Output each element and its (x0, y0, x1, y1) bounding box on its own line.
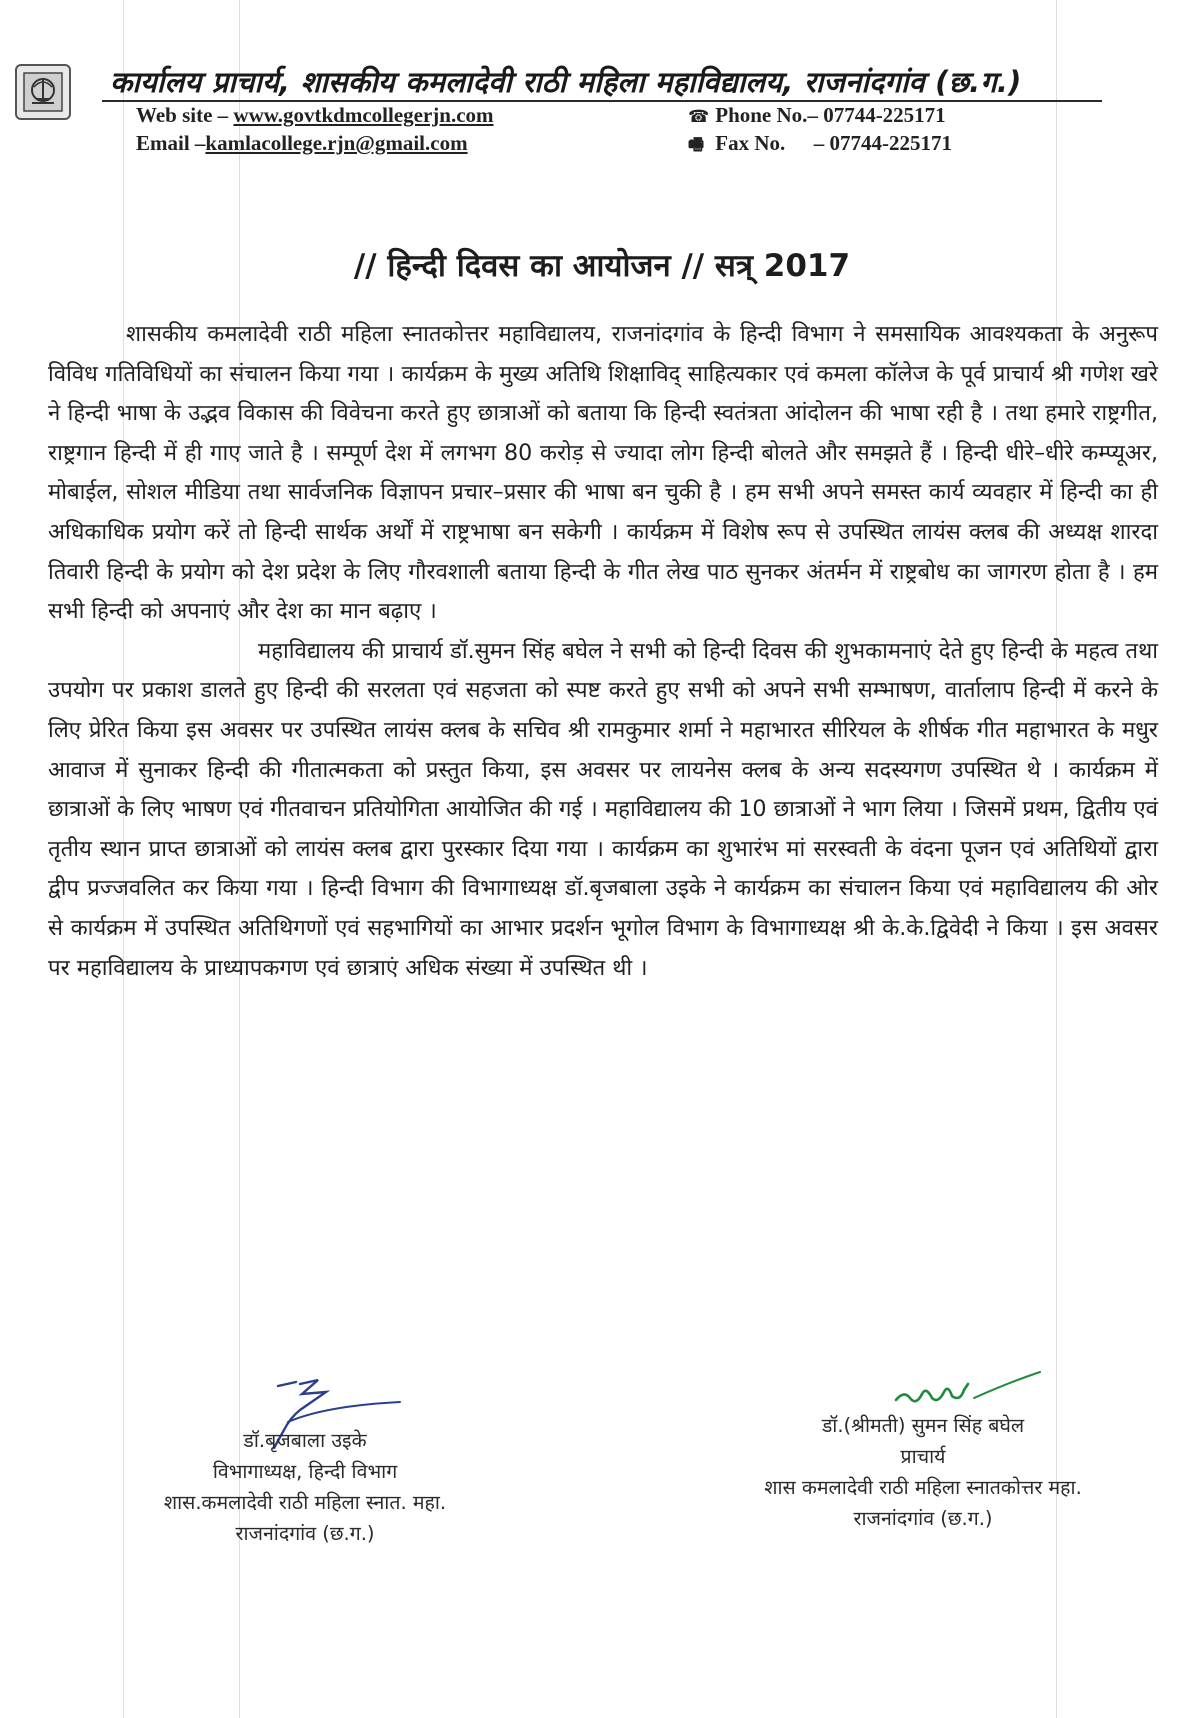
principal-designation: प्राचार्य (900, 1445, 946, 1468)
telephone-icon: ☎ (688, 107, 710, 127)
hod-signature-block (95, 1425, 515, 1549)
phone-number: 07744-225171 (823, 103, 946, 127)
principal-place: राजनांदगांव (छ.ग.) (853, 1507, 993, 1530)
phone-line (688, 103, 946, 128)
hod-name: डॉ.बृजबाला उइके (243, 1429, 367, 1452)
website-label: Web site – (136, 103, 234, 127)
report-body (48, 315, 1158, 988)
hod-place: राजनांदगांव (छ.ग.) (235, 1522, 375, 1545)
fax-icon: 🖷 (688, 135, 705, 155)
report-headline: // हिन्दी दिवस का आयोजन // सत्र् 2017 (353, 248, 851, 284)
principal-name: डॉ.(श्रीमती) सुमन सिंह बघेल (821, 1414, 1025, 1437)
fax-label: Fax No. (715, 131, 786, 155)
hod-institution: शास.कमलादेवी राठी महिला स्नात. महा. (163, 1491, 447, 1514)
email-label: Email – (136, 131, 206, 155)
letterhead-title: कार्यालय प्राचार्य, शासकीय कमलादेवी राठी महिला महाविद्यालय, राजनांदगांव (छ.ग.) (110, 65, 1022, 99)
college-emblem-logo (15, 64, 71, 120)
phone-label: Phone No.– (715, 103, 818, 127)
letterhead-rule (102, 100, 1102, 102)
principal-signature-block (688, 1410, 1158, 1534)
principal-handwritten-signature (890, 1366, 1050, 1416)
body-paragraph-1: शासकीय कमलादेवी राठी महिला स्नातकोत्तर महाविद्यालय, राजनांदगांव के हिन्दी विभाग ने समसायिक आवश्यकता के अनुरूप विविध गतिविधियों का संचालन किया गया । कार्यक्रम के मुख्य अतिथि शिक्षाविद् साहित्यकार एवं कमला कॉलेज के पूर्व प्राचार्य श्री गणेश खरे ने हिन्दी भाषा के उद्भव विकास की विवेचना करते हुए छात्राओं को बताया कि हिन्दी स्वतंत्रता आंदोलन की भाषा रही है । तथा हमारे राष्ट्रगीत, राष्ट्रगान हिन्दी में ही गाए जाते है । सम्पूर्ण देश में लगभग 80 करोड़ से ज्यादा लोग हिन्दी बोलते और समझते हैं । हिन्दी धीरे–धीरे कम्प्यूअर, मोबाईल, सोशल मीडिया तथा सार्वजनिक विज्ञापन प्रचार–प्रसार की भाषा बन चुकी है । हम सभी अपने समस्त कार्य व्यवहार में हिन्दी का ही अधिकाधिक प्रयोग करें तो हिन्दी सार्थक अर्थों में राष्ट्रभाषा बन सकेगी । कार्यक्रम में विशेष रूप से उपस्थित लायंस क्लब की अध्यक्ष शारदा तिवारी हिन्दी के प्रयोग को देश प्रदेश के लिए गौरवशाली बताया हिन्दी के गीत लेख पाठ सुनकर अंतर्मन में राष्ट्रबोध का जागरण होता है । हम सभी हिन्दी को अपनाएं और देश का मान बढ़ाए । (48, 321, 1158, 625)
hod-designation: विभागाध्यक्ष, हिन्दी विभाग (212, 1460, 398, 1483)
fax-number: – 07744-225171 (813, 131, 952, 155)
website-link[interactable]: www.govtkdmcollegerjn.com (233, 103, 494, 127)
website-line (136, 103, 494, 128)
email-line (136, 131, 468, 156)
email-link[interactable]: kamlacollege.rjn@gmail.com (205, 131, 468, 155)
principal-institution: शास कमलादेवी राठी महिला स्नातकोत्तर महा. (764, 1476, 1082, 1499)
fax-line (688, 131, 952, 161)
body-paragraph-2: महाविद्यालय की प्राचार्य डॉ.सुमन सिंह बघेल ने सभी को हिन्दी दिवस की शुभकामनाएं देते हुए हिन्दी के महत्व तथा उपयोग पर प्रकाश डालते हुए हिन्दी की सरलता एवं सहजता को स्पष्ट करते हुए सभी को अपने सभी सम्भाषण, वार्तालाप हिन्दी में करने के लिए प्रेरित किया इस अवसर पर उपस्थित लायंस क्लब के सचिव श्री रामकुमार शर्मा ने महाभारत सीरियल के शीर्षक गीत महाभारत के मधुर आवाज में सुनाकर हिन्दी की गीतात्मकता को प्रस्तुत किया, इस अवसर पर लायनेस क्लब के अन्य सदस्यगण उपस्थित थे । कार्यक्रम में छात्राओं के लिए भाषण एवं गीतवाचन प्रतियोगिता आयोजित की गई । महाविद्यालय की 10 छात्राओं ने भाग लिया । जिसमें प्रथम, द्वितीय एवं तृतीय स्थान प्राप्त छात्राओं को लायंस क्लब द्वारा पुरस्कार दिया गया । कार्यक्रम का शुभारंभ मां सरस्वती के वंदना पूजन एवं अतिथियों द्वारा द्वीप प्रज्जवलित कर किया गया । हिन्दी विभाग की विभागाध्यक्ष डॉ.बृजबाला उइके ने कार्यक्रम का संचालन किया एवं महाविद्यालय की ओर से कार्यक्रम में उपस्थित अतिथिगणों एवं सहभागियों का आभार प्रदर्शन भूगोल विभाग के विभागाध्यक्ष श्री के.के.द्विवेदी ने किया । इस अवसर पर महाविद्यालय के प्राध्यापकगण एवं छात्राएं अधिक संख्या में उपस्थित थी । (48, 637, 1158, 981)
